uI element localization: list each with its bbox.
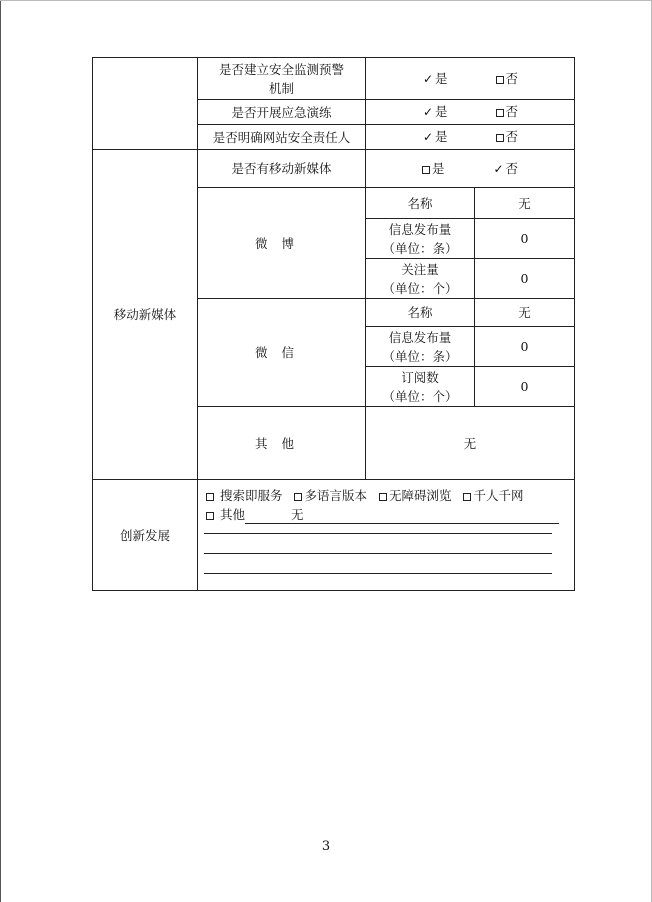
report-table	[92, 57, 575, 591]
innovation-options	[198, 480, 575, 591]
checkbox-icon	[496, 76, 504, 84]
weibo-posts-value: 0	[475, 219, 575, 259]
weibo-label: 微博	[198, 188, 366, 299]
checkbox-icon	[496, 109, 504, 117]
weibo-posts-label: 信息发布量 （单位：条）	[366, 219, 475, 259]
emergency-drill-label: 是否开展应急演练	[198, 100, 366, 125]
other-fill-in[interactable]: 无	[245, 507, 559, 524]
weibo-followers-label: 关注量 （单位：个）	[366, 259, 475, 299]
wechat-subscribers-value: 0	[475, 367, 575, 407]
innovation-section-label: 创新发展	[93, 480, 198, 591]
blank-line	[204, 573, 552, 574]
has-mobile-media-options	[366, 150, 575, 188]
responsible-person-options	[366, 125, 575, 150]
wechat-name-value: 无	[475, 299, 575, 327]
security-monitoring-label: 是否建立安全监测预警 机制	[198, 58, 366, 100]
mobile-media-section-label: 移动新媒体	[93, 150, 198, 480]
no-option[interactable]: 否	[496, 69, 519, 88]
other-media-value: 无	[366, 407, 575, 480]
checkbox-icon	[206, 512, 214, 520]
emergency-drill-options	[366, 100, 575, 125]
wechat-subscribers-label: 订阅数 （单位：个）	[366, 367, 475, 407]
responsible-person-label: 是否明确网站安全责任人	[198, 125, 366, 150]
blank-line	[204, 553, 552, 554]
security-section-label	[93, 58, 198, 150]
yes-option[interactable]: ✓ 是	[422, 102, 448, 122]
yes-option[interactable]: ✓ 是	[422, 127, 448, 147]
wechat-posts-value: 0	[475, 327, 575, 367]
checkbox-icon	[206, 493, 214, 501]
no-option[interactable]: ✓ 否	[493, 159, 519, 179]
blank-line	[204, 533, 552, 534]
checkbox-icon	[294, 493, 302, 501]
wechat-label: 微信	[198, 299, 366, 407]
checkbox-icon	[463, 493, 471, 501]
wechat-posts-label: 信息发布量 （单位：条）	[366, 327, 475, 367]
weibo-followers-value: 0	[475, 259, 575, 299]
checkbox-icon	[422, 166, 430, 174]
no-option[interactable]: 否	[496, 102, 519, 121]
weibo-name-label: 名称	[366, 188, 475, 219]
yes-option[interactable]: ✓ 是	[422, 69, 448, 89]
option-accessibility[interactable]: 无障碍浏览	[379, 488, 452, 503]
yes-option[interactable]: 是	[422, 159, 445, 178]
weibo-name-value: 无	[475, 188, 575, 219]
checkbox-icon	[496, 134, 504, 142]
page-number: 3	[321, 839, 331, 854]
checkmark-icon: ✓	[493, 161, 504, 176]
has-mobile-media-label: 是否有移动新媒体	[198, 150, 366, 188]
checkmark-icon: ✓	[422, 105, 434, 119]
checkmark-icon: ✓	[422, 130, 434, 144]
innovation-other[interactable]: 其他 无	[206, 505, 568, 524]
option-search-service[interactable]: 搜索即服务	[206, 488, 283, 503]
page-edge-top	[0, 0, 652, 1]
option-multilingual[interactable]: 多语言版本	[294, 488, 367, 503]
page-edge	[0, 0, 1, 902]
other-media-label: 其他	[198, 407, 366, 480]
option-personalized[interactable]: 千人千网	[463, 488, 523, 503]
checkmark-icon: ✓	[422, 71, 434, 86]
wechat-name-label: 名称	[366, 299, 475, 327]
no-option[interactable]: 否	[496, 127, 519, 146]
checkbox-icon	[379, 493, 387, 501]
security-monitoring-options	[366, 58, 575, 100]
